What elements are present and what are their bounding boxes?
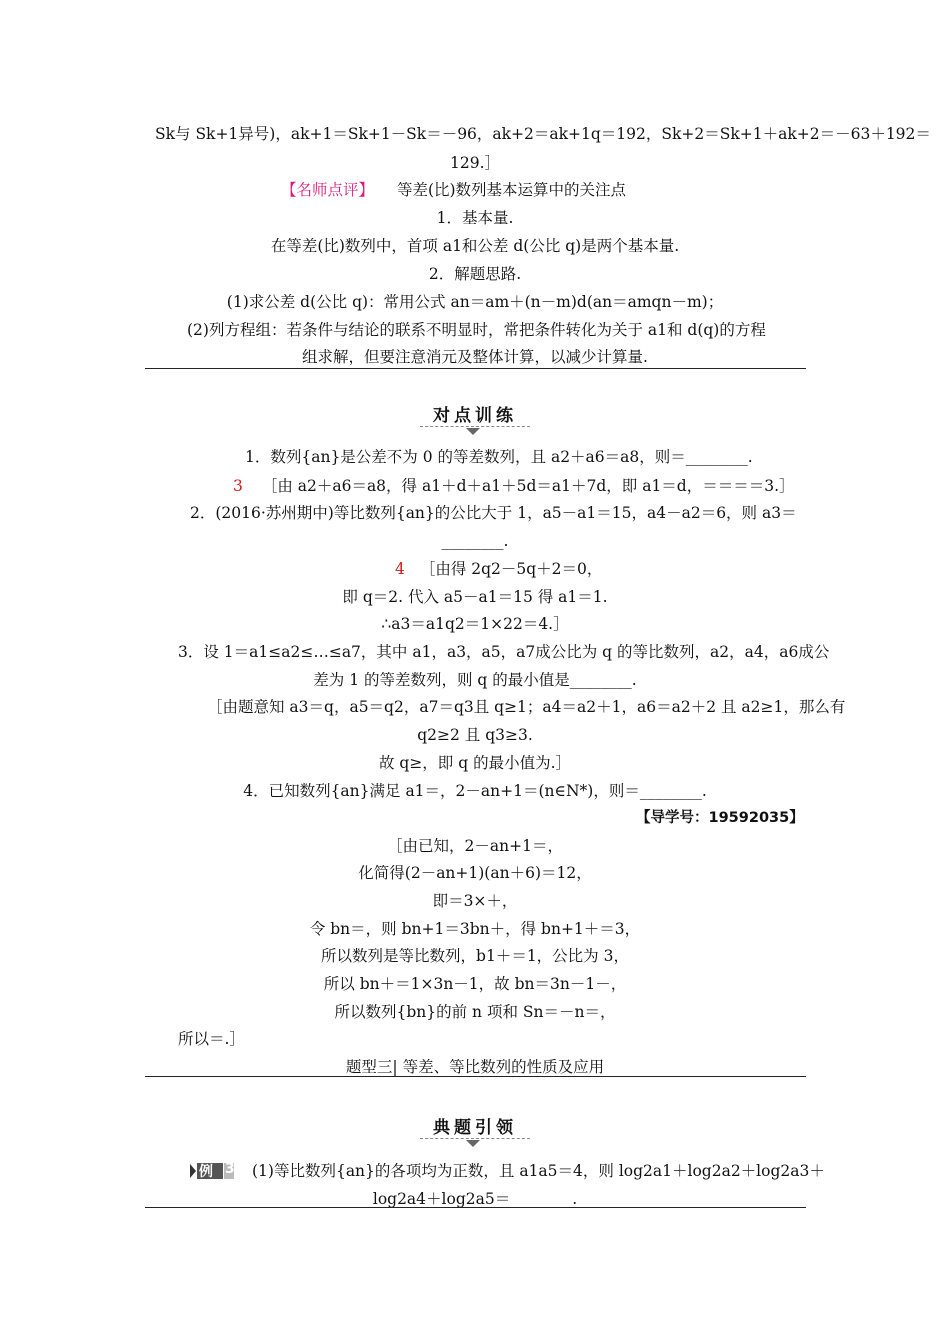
answer-1-block xyxy=(233,476,795,496)
question-4: 4．已知数列{an}满足 a1＝，2－an+1＝(n∈N*)，则＝________. xyxy=(243,782,707,800)
heading-arrow-icon xyxy=(466,1140,480,1147)
review-point-1-text: 在等差(比)数列中，首项 a1和公差 d(公比 q)是两个基本量. xyxy=(270,237,680,255)
review-block xyxy=(281,180,626,200)
question-3-line-2: 差为 1 的等差数列，则 q 的最小值是________. xyxy=(313,671,637,689)
divider xyxy=(145,1076,806,1077)
solution-2-line-1: ［由得 2q2－5q＋2＝0， xyxy=(419,560,603,578)
section-heading-training: 对点训练 xyxy=(433,406,517,426)
review-tag: 【名师点评】 xyxy=(281,181,375,199)
solution-3-line-2: q2≥2 且 q3≥3. xyxy=(417,726,533,744)
solution-3-line-3: 故 q≥，即 q 的最小值为.］ xyxy=(378,754,572,772)
solution-4-line-3: 即＝3×＋， xyxy=(432,892,518,910)
solution-4-line-7: 所以数列{bn}的前 n 项和 Sn＝－n＝， xyxy=(334,1003,616,1021)
solution-4-line-6: 所以 bn＋＝1×3n－1，故 bn＝3n－1－， xyxy=(323,975,627,993)
solution-2-line-3: ∴a3＝a1q2＝1×22＝4.］ xyxy=(381,615,569,633)
question-2-blank: ________. xyxy=(441,532,509,550)
section-heading-example: 典题引领 xyxy=(433,1118,517,1138)
example-label: 例 xyxy=(199,1164,213,1180)
review-method-2-cont: 组求解，但要注意消元及整体计算，以减少计算量. xyxy=(302,348,648,366)
example-number: 3 xyxy=(225,1161,235,1177)
question-1: 1．数列{an}是公差不为 0 的等差数列，且 a2＋a6＝a8，则＝________. xyxy=(245,448,753,466)
example-tag xyxy=(190,1162,234,1180)
answer-1: 3 xyxy=(233,477,243,495)
review-method-2: (2)列方程组：若条件与结论的联系不明显时，常把条件转化为关于 a1和 d(q)的方程 xyxy=(187,321,766,339)
heading-underline xyxy=(420,426,530,427)
guide-number: 【导学号：19592035】 xyxy=(636,810,804,826)
heading-underline xyxy=(420,1138,530,1139)
divider xyxy=(145,1207,806,1208)
type-heading: 题型三| 等差、等比数列的性质及应用 xyxy=(345,1058,605,1076)
continued-solution-line: Sk与 Sk+1异号)，ak+1＝Sk+1－Sk＝－96，ak+2＝ak+1q＝192，Sk+2＝Sk+1＋ak+2＝－63＋192＝ xyxy=(155,125,931,143)
question-3-line-1: 3．设 1＝a1≤a2≤…≤a7，其中 a1，a3，a5，a7成公比为 q 的等比数列，a2，a4，a6成公 xyxy=(178,643,830,661)
review-title: 等差(比)数列基本运算中的关注点 xyxy=(396,181,627,199)
answer-2-block xyxy=(395,559,602,579)
example-line-2: log2a4＋log2a5＝________. xyxy=(372,1190,578,1208)
example-line-1: (1)等比数列{an}的各项均为正数，且 a1a5＝4，则 log2a1＋log2a2＋log2a3＋ xyxy=(252,1162,825,1180)
continued-solution-end: 129.］ xyxy=(449,154,500,172)
solution-3-line-1: ［由题意知 a3＝q，a5＝q2，a7＝q3且 q≥1；a4＝a2＋1，a6＝a2＋2 且 a2≥1，那么有 xyxy=(207,698,846,716)
review-point-2: 2．解题思路. xyxy=(428,265,522,283)
question-2: 2．(2016·苏州期中)等比数列{an}的公比大于 1，a5－a1＝15，a4－a2＝6，则 a3＝ xyxy=(190,504,797,522)
solution-4-line-4: 令 bn＝，则 bn+1＝3bn＋，得 bn+1＋＝3， xyxy=(309,920,641,938)
solution-4-line-1: ［由已知，2－an+1＝， xyxy=(387,837,563,855)
solution-1: ［由 a2＋a6＝a8，得 a1＋d＋a1＋5d＝a1＋7d，即 a1＝d，＝＝＝＝3.］ xyxy=(261,477,795,495)
answer-2: 4 xyxy=(395,560,405,578)
divider xyxy=(145,368,806,369)
heading-arrow-icon xyxy=(466,428,480,435)
review-method-1: (1)求公差 d(公比 q)：常用公式 an＝am＋(n－m)d(an＝amqn－m)； xyxy=(226,293,724,311)
solution-2-line-2: 即 q＝2. 代入 a5－a1＝15 得 a1＝1. xyxy=(342,588,608,606)
solution-4-line-2: 化简得(2－an+1)(an＋6)＝12， xyxy=(358,864,592,882)
solution-4-line-5: 所以数列是等比数列，b1＋＝1，公比为 3， xyxy=(321,947,629,965)
solution-4-line-8: 所以＝.］ xyxy=(178,1030,245,1048)
review-point-1: 1．基本量. xyxy=(436,209,514,227)
